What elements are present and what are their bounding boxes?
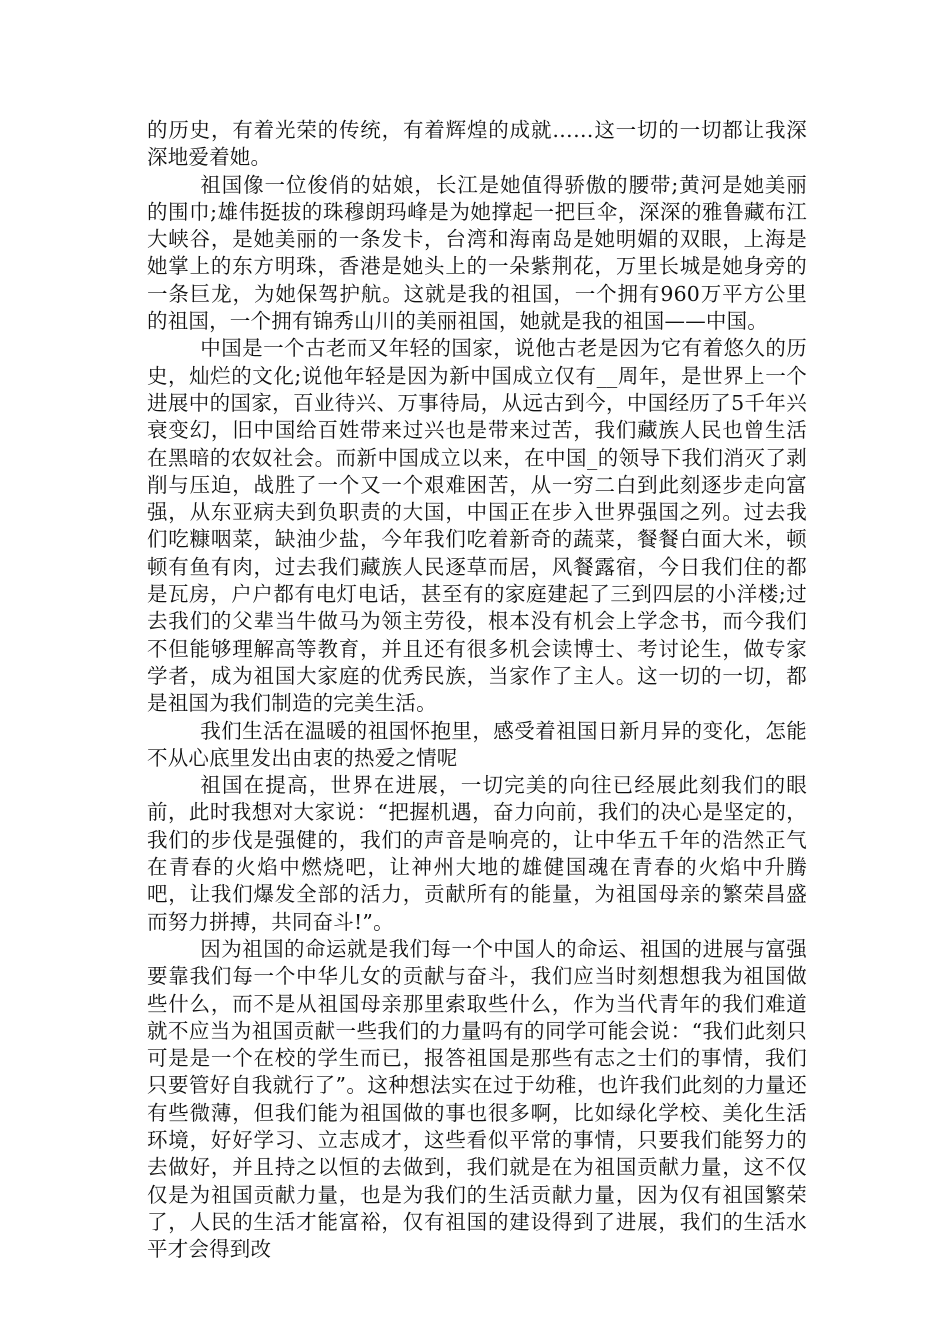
paragraph-5: 祖国在提高，世界在进展，一切完美的向往已经展此刻我们的眼前，此时我想对大家说：“把握机遇，奋力向前，我们的决心是坚定的，我们的步伐是强健的，我们的声音是响亮的，让中华五千年的浩然正气在青春的火焰中燃烧吧，让神州大地的雄健国魂在青春的火焰中升腾吧，让我们爆发全部的活力，贡献所有的能量，为祖国母亲的繁荣昌盛而努力拼搏，共同奋斗!”。 (147, 773, 807, 934)
paragraph-3: 中国是一个古老而又年轻的国家，说他古老是因为它有着悠久的历史，灿烂的文化;说他年轻是因为新中国成立仅有__周年，是世界上一个进展中的国家，百业待兴、万事待局，从远古到今，中国经历了5千年兴衰变幻，旧中国给百姓带来过兴也是带来过苦，我们藏族人民也曾生活在黑暗的农奴社会。而新中国成立以来，在中国_的领导下我们消灭了剥削与压迫，战胜了一个又一个艰难困苦，从一穷二白到此刻逐步走向富强，从东亚病夫到负职责的大国，中国正在步入世界强国之列。过去我们吃糠咽菜，缺油少盐，今年我们吃着新奇的蔬菜，餐餐白面大米，顿顿有鱼有肉，过去我们藏族人民逐草而居，风餐露宿，今日我们住的都是瓦房，户户都有电灯电话，甚至有的家庭建起了三到四层的小洋楼;过去我们的父辈当牛做马为领主劳役，根本没有机会上学念书，而今我们不但能够理解高等教育，并且还有很多机会读博士、考讨论生，做专家学者，成为祖国大家庭的优秀民族，当家作了主人。这一切的一切，都是祖国为我们制造的完美生活。 (147, 336, 807, 716)
paragraph-2: 祖国像一位俊俏的姑娘，长江是她值得骄傲的腰带;黄河是她美丽的围巾;雄伟挺拔的珠穆朗玛峰是为她撑起一把巨伞，深深的雅鲁藏布江大峡谷，是她美丽的一条发卡，台湾和海南岛是她明媚的双眼，上海是她掌上的东方明珠，香港是她头上的一朵紫荆花，万里长城是她身旁的一条巨龙，为她保驾护航。这就是我的祖国，一个拥有960万平方公里的祖国，一个拥有锦秀山川的美丽祖国，她就是我的祖国——中国。 (147, 172, 807, 334)
paragraph-6: 因为祖国的命运就是我们每一个中国人的命运、祖国的进展与富强要靠我们每一个中华儿女的贡献与奋斗，我们应当时刻想想我为祖国做些什么，而不是从祖国母亲那里索取些什么，作为当代青年的我们难道就不应当为祖国贡献一些我们的力量吗有的同学可能会说：“我们此刻只可是是一个在校的学生而已，报答祖国是那些有志之士们的事情，我们只要管好自我就行了”。这种想法实在过于幼稚，也许我们此刻的力量还有些微薄，但我们能为祖国做的事也很多啊，比如绿化学校、美化生活环境，好好学习、立志成才，这些看似平常的事情，只要我们能努力的去做好，并且持之以恒的去做到，我们就是在为祖国贡献力量，这不仅仅是为祖国贡献力量，也是为我们的生活贡献力量，因为仅有祖国繁荣了，人民的生活才能富裕，仅有祖国的建设得到了进展，我们的生活水平才会得到改 (147, 936, 807, 1262)
paragraph-4: 我们生活在温暖的祖国怀抱里，感受着祖国日新月异的变化，怎能不从心底里发出由衷的热爱之情呢 (147, 718, 807, 770)
document-page (147, 117, 807, 1263)
paragraph-1: 的历史，有着光荣的传统，有着辉煌的成就……这一切的一切都让我深深地爱着她。 (147, 118, 807, 170)
